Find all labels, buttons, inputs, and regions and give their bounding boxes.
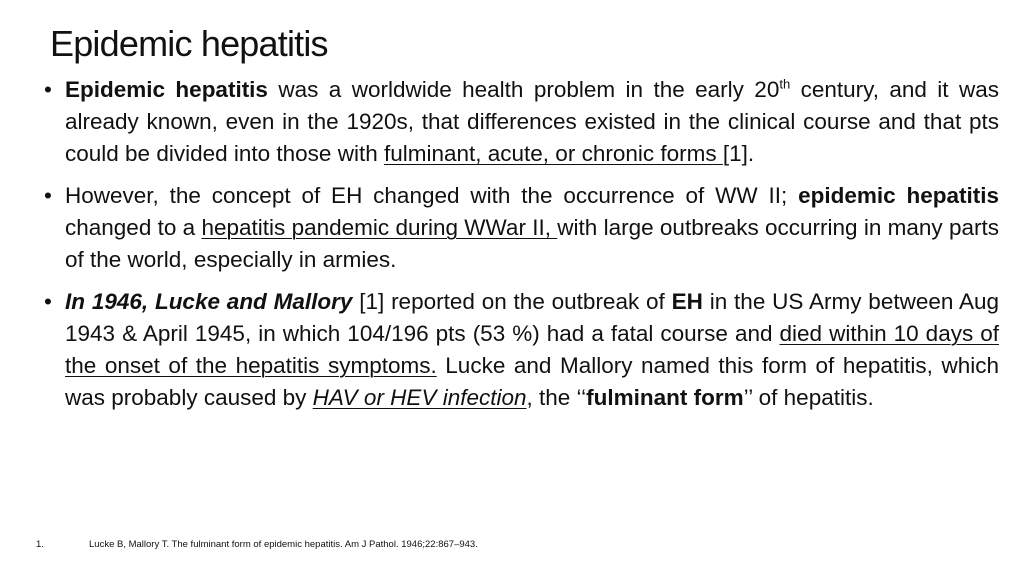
bullet-text-segment: , the ‘‘ <box>526 385 587 410</box>
bullet-text-segment: Lucke and Mallory named this form of hepatitis, which was probably caused by <box>65 353 1000 410</box>
bullet-item-1 <box>44 74 999 170</box>
bold-text: fulminant form <box>586 385 744 410</box>
bold-text: epidemic hepatitis <box>798 183 999 208</box>
bullet-text-segment: was a worldwide health problem in the early 20 <box>267 77 780 102</box>
citation-text: [1]. <box>722 141 755 166</box>
underlined-text: hepatitis pandemic during WWar II, <box>201 215 558 240</box>
bullet-text-segment: with large outbreaks occurring in many parts of the world, especially in armies. <box>65 215 999 272</box>
bullet-item-2 <box>44 180 999 276</box>
footnote <box>36 538 478 552</box>
slide-title: Epidemic hepatitis <box>50 23 328 64</box>
bold-text: EH <box>671 289 703 314</box>
bullet-text-segment: ’’ of hepatitis. <box>743 385 874 410</box>
bullet-text-segment: However, the concept of EH changed with the occurrence of WW II; <box>65 183 799 208</box>
footnote-text: Lucke B, Mallory T. The fulminant form of epidemic hepatitis. Am J Pathol. 1946;22:867–943. <box>89 539 478 550</box>
bullet-text-segment: century, and it was already known, even in the 1920s, that differences existed in the clinical course and that pts could be divided into those with <box>65 77 999 166</box>
bullet-text-segment: changed to a <box>65 215 202 240</box>
footnote-number: 1. <box>36 539 44 550</box>
superscript-text: th <box>779 76 791 92</box>
bold-italic-text: In 1946, Lucke and Mallory <box>65 289 353 314</box>
bullet-list <box>44 74 999 424</box>
underlined-text: died within 10 days of the onset of the hepatitis symptoms. <box>65 321 1000 378</box>
italic-underlined-text: HAV or HEV infection <box>312 385 527 410</box>
bullet-item-3 <box>44 286 999 414</box>
underlined-text: fulminant, acute, or chronic forms <box>383 141 723 166</box>
bullet-text-segment: [1] reported on the outbreak of <box>352 289 672 314</box>
bullet-text-segment: Epidemic hepatitis <box>65 77 268 102</box>
bullet-text-segment: in the US Army between Aug 1943 & April 1945, in which 104/196 pts (53 %) had a fatal course and <box>65 289 999 346</box>
